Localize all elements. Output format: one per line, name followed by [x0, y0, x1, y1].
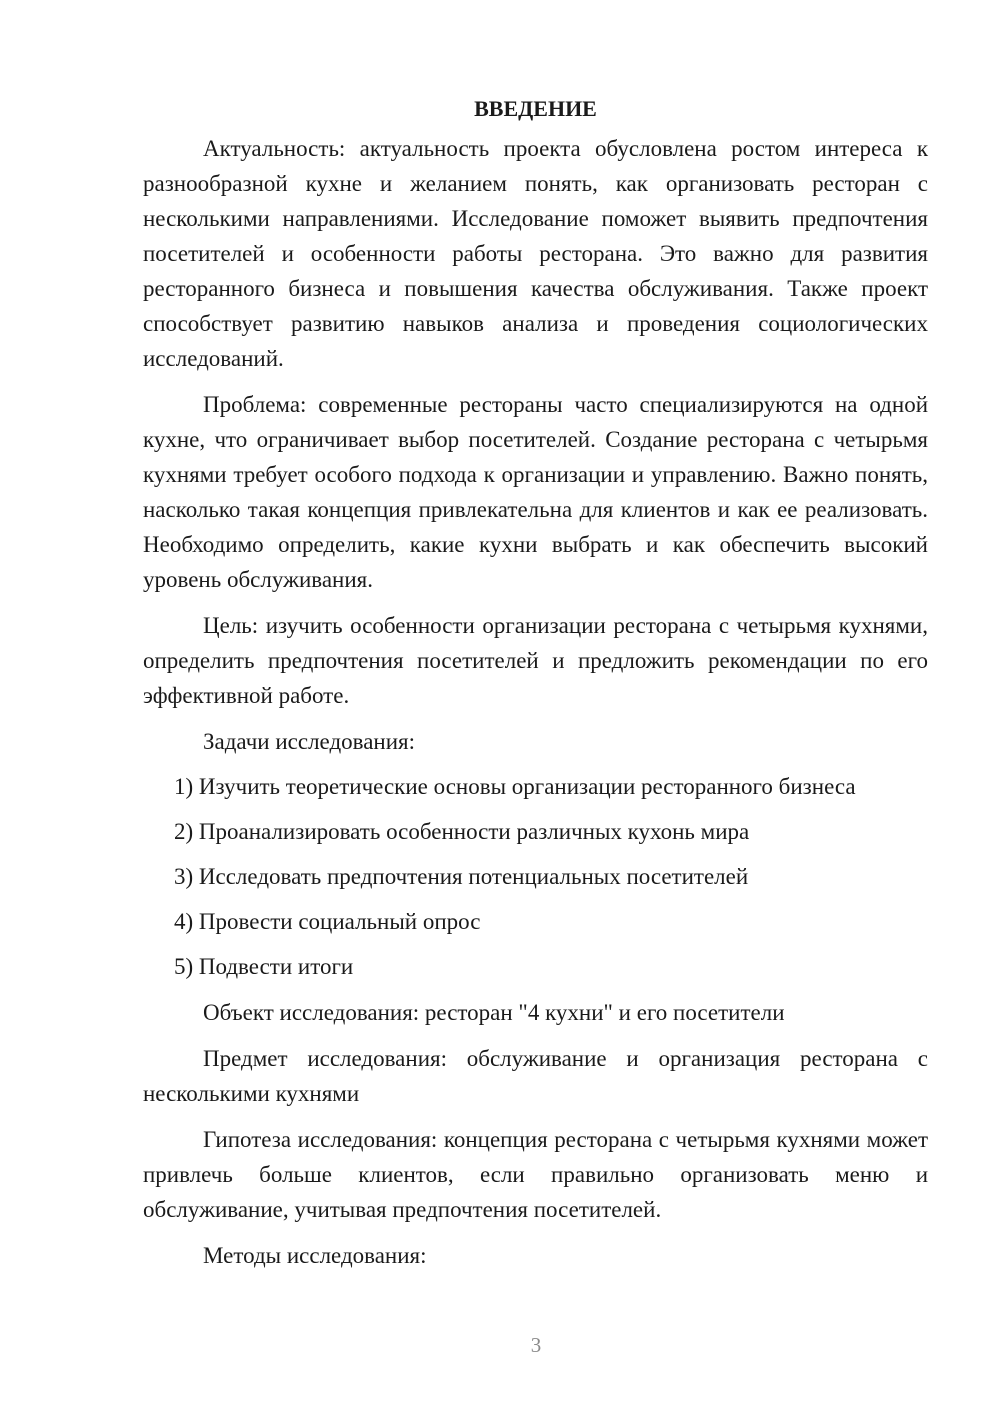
paragraph-tasks-heading: Задачи исследования: [203, 729, 416, 754]
list-item: 5) Подвести итоги [174, 954, 354, 979]
list-item: 3) Исследовать предпочтения потенциальных посетителей [174, 864, 749, 889]
tasks-list [143, 769, 928, 984]
list-item: 1) Изучить теоретические основы организации ресторанного бизнеса [174, 774, 856, 799]
section-title: ВВЕДЕНИЕ [474, 96, 597, 121]
page-number: 3 [530, 1333, 542, 1357]
document-body [143, 94, 928, 1273]
paragraph-hypothesis: Гипотеза исследования: концепция ресторана с четырьмя кухнями может привлечь больше клиентов, если правильно организовать меню и обслуживание, учитывая предпочтения посетителей. [143, 1127, 928, 1222]
paragraph-subject: Предмет исследования: обслуживание и организация ресторана с несколькими кухнями [143, 1046, 928, 1106]
list-item: 2) Проанализировать особенности различных кухонь мира [174, 819, 750, 844]
paragraph-problem: Проблема: современные рестораны часто специализируются на одной кухне, что ограничивает выбор посетителей. Создание ресторана с четырьмя кухнями требует особого подхода к организации и управлению. Важно понять, насколько такая концепция привлекательна для клиентов и как ее реализовать. Необходимо определить, какие кухни выбрать и как обеспечить высокий уровень обслуживания. [143, 392, 928, 592]
paragraph-goal: Цель: изучить особенности организации ресторана с четырьмя кухнями, определить предпочтения посетителей и предложить рекомендации по его эффективной работе. [143, 613, 928, 708]
paragraph-object: Объект исследования: ресторан "4 кухни" и его посетители [203, 1000, 785, 1025]
paragraph-methods-heading: Методы исследования: [203, 1243, 427, 1268]
list-item: 4) Провести социальный опрос [174, 909, 481, 934]
paragraph-relevance: Актуальность: актуальность проекта обусловлена ростом интереса к разнообразной кухне и желанием понять, как организовать ресторан с несколькими направлениями. Исследование поможет выявить предпочтения посетителей и особенности работы ресторана. Это важно для развития ресторанного бизнеса и повышения качества обслуживания. Также проект способствует развитию навыков анализа и проведения социологических исследований. [143, 136, 928, 371]
